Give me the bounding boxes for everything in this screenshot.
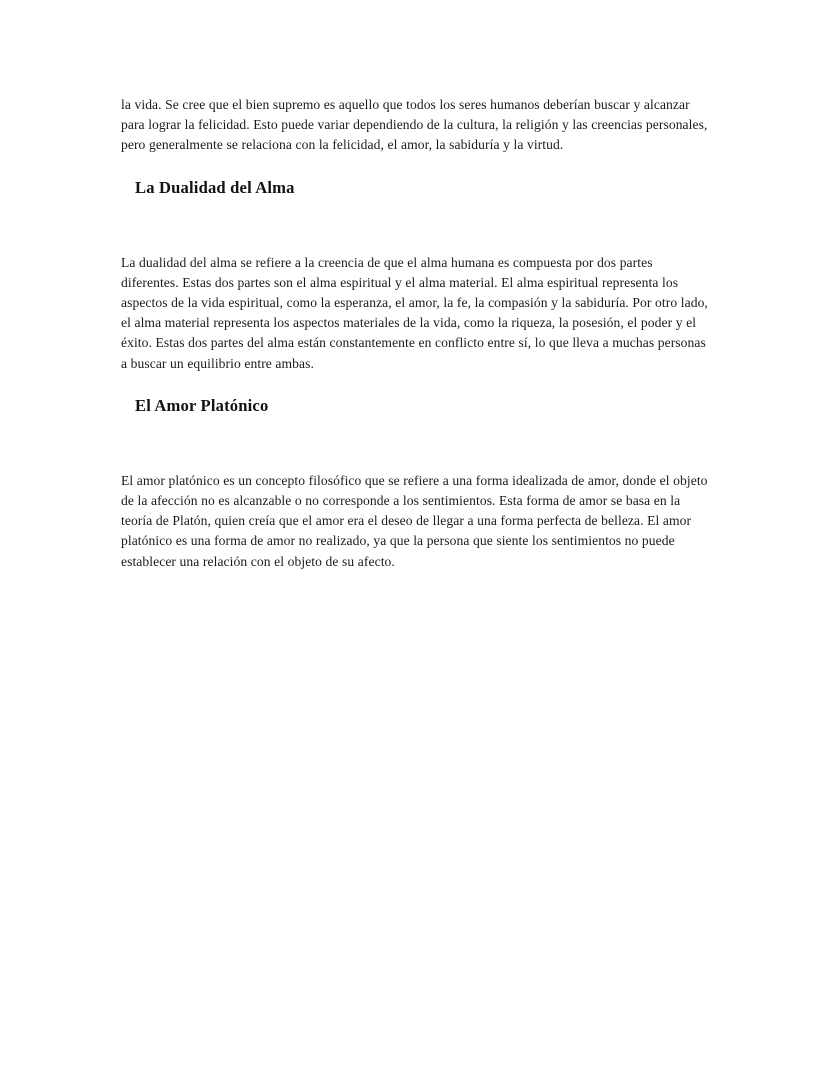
paragraph-dualidad-del-alma: La dualidad del alma se refiere a la creencia de que el alma humana es compuesta por dos partes diferentes. Estas dos partes son el alma espiritual y el alma material. El alma espiritual representa los aspectos de la vida espiritual, como la esperanza, el amor, la fe, la compasión y la sabiduría. Por otro lado, el alma material representa los aspectos materiales de la vida, como la riqueza, la posesión, el poder y el éxito. Estas dos partes del alma están constantemente en conflicto entre sí, lo que lleva a muchas personas a buscar un equilibrio entre ambas. bbox=[121, 254, 708, 371]
paragraph-bien-supremo: la vida. Se cree que el bien supremo es aquello que todos los seres humanos deberían buscar y alcanzar para lograr la felicidad. Esto puede variar dependiendo de la cultura, la religión y las creencias personales, pero generalmente se relaciona con la felicidad, el amor, la sabiduría y la virtud. bbox=[121, 97, 708, 153]
paragraph-amor-platonico: El amor platónico es un concepto filosófico que se refiere a una forma idealizada de amor, donde el objeto de la afección no es alcanzable o no corresponde a los sentimientos. Esta forma de amor se basa en la teoría de Platón, quien creía que el amor era el deseo de llegar a una forma perfecta de belleza. El amor platónico es una forma de amor no realizado, ya que la persona que siente los sentimientos no puede establecer una relación con el objeto de su afecto. bbox=[121, 472, 708, 569]
spacer-after-heading-1 bbox=[121, 199, 711, 253]
document-content-column bbox=[121, 95, 711, 572]
heading-la-dualidad-del-alma: La Dualidad del Alma bbox=[135, 177, 295, 197]
spacer-before-heading-2 bbox=[121, 374, 711, 395]
heading-el-amor-platonico: El Amor Platónico bbox=[135, 395, 269, 415]
spacer-after-heading-2 bbox=[121, 417, 711, 471]
spacer-before-heading-1 bbox=[121, 156, 711, 177]
